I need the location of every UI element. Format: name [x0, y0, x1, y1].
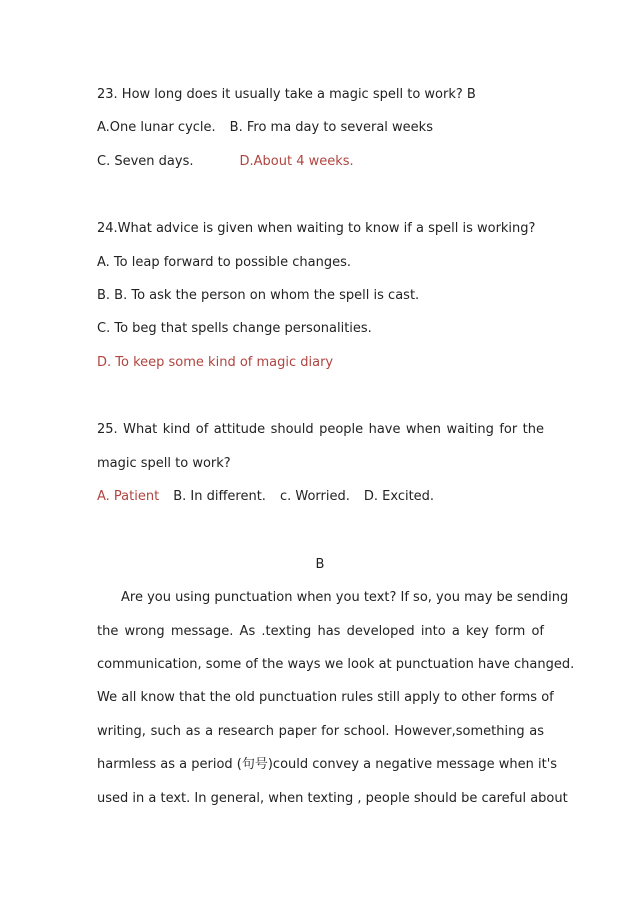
- q23-options-row1: [97, 119, 433, 137]
- q25-options-row: [97, 488, 434, 506]
- q23-option-b: B. Fro ma day to several weeks: [229, 120, 433, 135]
- passage-line-5: writing, such as a research paper for school. However,something as: [97, 724, 544, 739]
- q25-question-line2: magic spell to work?: [97, 456, 231, 471]
- passage-line-1: Are you using punctuation when you text? If so, you may be sending: [121, 590, 569, 605]
- q23-question: 23. How long does it usually take a magic spell to work? B: [97, 87, 476, 102]
- q23-option-a: A.One lunar cycle.: [97, 120, 216, 135]
- q24-option-b: B. B. To ask the person on whom the spell is cast.: [97, 288, 420, 303]
- q25-option-b: B. In different.: [173, 489, 266, 504]
- q24-option-a: A. To leap forward to possible changes.: [97, 255, 351, 270]
- passage-line-7: used in a text. In general, when texting , people should be careful about: [97, 791, 568, 806]
- q23-option-c: C. Seven days.: [97, 154, 194, 169]
- passage-line-3: communication, some of the ways we look at punctuation have changed.: [97, 657, 575, 672]
- passage-line-2: the wrong message. As .texting has developed into a key form of: [97, 624, 544, 639]
- q24-option-d-answer: D. To keep some kind of magic diary: [97, 355, 334, 370]
- passage-line-6: harmless as a period (句号)could convey a negative message when it's: [97, 757, 558, 772]
- section-heading: B: [315, 557, 325, 572]
- q23-options-row2: [97, 153, 354, 171]
- q25-option-c: c. Worried.: [279, 489, 350, 504]
- passage-line-4: We all know that the old punctuation rules still apply to other forms of: [97, 690, 554, 705]
- q25-option-a-answer: A. Patient: [97, 489, 160, 504]
- q24-option-c: C. To beg that spells change personalities.: [97, 321, 372, 336]
- q23-option-d-answer: D.About 4 weeks.: [239, 154, 354, 169]
- q25-option-d: D. Excited.: [363, 489, 435, 504]
- q25-question-line1: 25. What kind of attitude should people have when waiting for the: [97, 422, 544, 437]
- q24-question: 24.What advice is given when waiting to know if a spell is working?: [97, 221, 536, 236]
